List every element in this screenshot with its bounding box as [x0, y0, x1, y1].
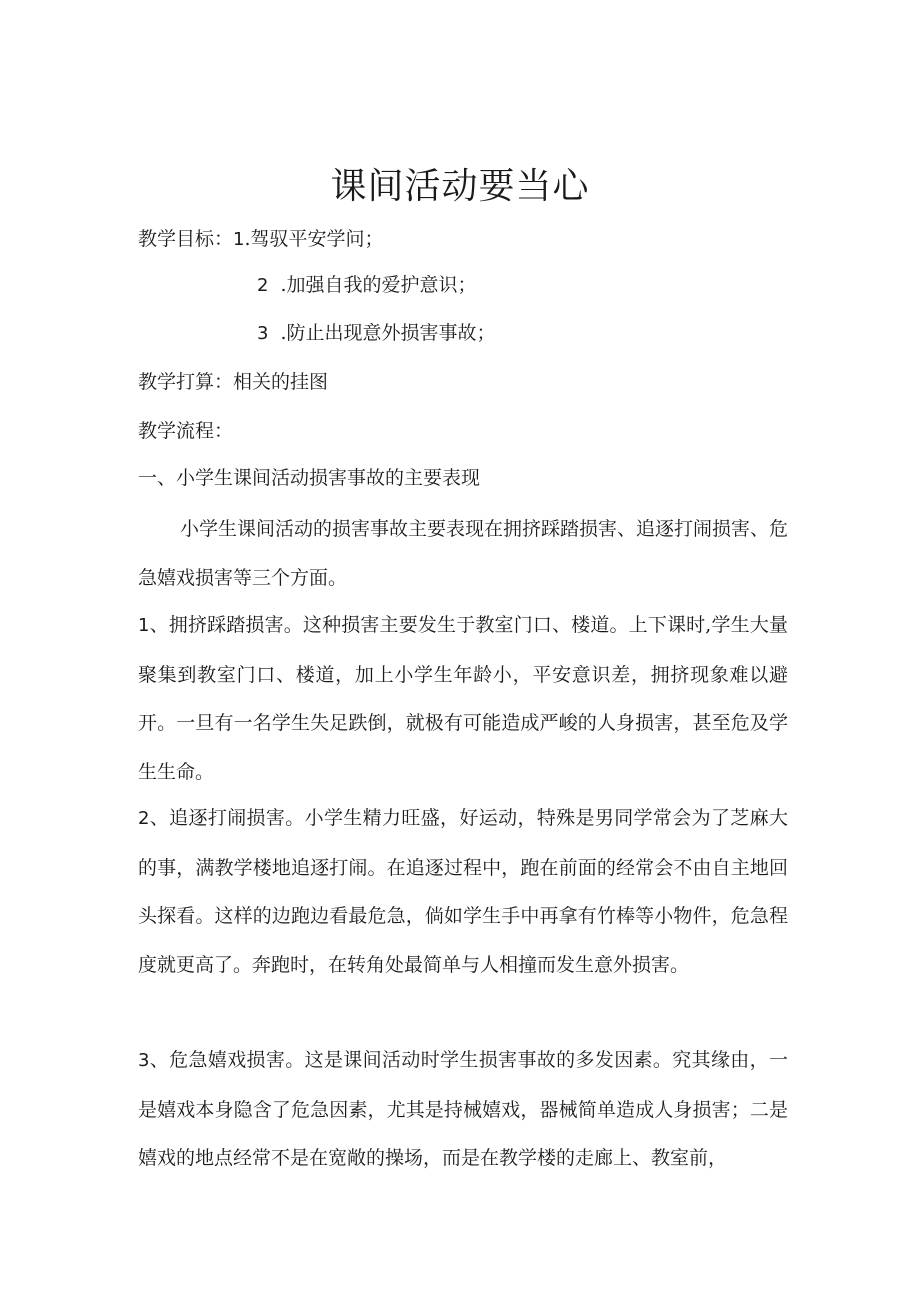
process-label: 教学流程： — [138, 420, 234, 442]
objectives-line-1 — [138, 224, 384, 255]
document-title: 课间活动要当心 — [330, 166, 590, 207]
section-one-heading: 一、小学生课间活动损害事故的主要表现 — [138, 467, 481, 489]
point-1-number: 1 — [138, 615, 150, 636]
point-3-text: 、危急嬉戏损害。这是课间活动时学生损害事故的多发因素。究其缘由，一是嬉戏本身隐含了危急因素，尤其是持械嬉戏，器械简单造成人身损害；二是嬉戏的地点经常不是在宽敞的操场，而是在教学楼的走廊上、教室前， — [138, 1049, 788, 1169]
objective-2 — [257, 270, 477, 301]
objective-3-text: .防止出现意外损害事故； — [280, 322, 496, 344]
objective-3 — [257, 318, 496, 349]
objectives-label: 教学目标： — [138, 228, 234, 250]
objective-3-number: 3 — [257, 323, 269, 344]
point-1-text: 、拥挤踩踏损害。这种损害主要发生于教室门口、楼道。上下课时,学生大量聚集到教室门口、楼道，加上小学生年龄小，平安意识差，拥挤现象难以避开。一旦有一名学生失足跌倒，就极有可能造成严峻的人身损害，甚至危及学生生命。 — [138, 614, 788, 783]
preparation-line: 教学打算：相关的挂图 — [138, 371, 329, 393]
objective-1-text: .驾驭平安学问； — [244, 228, 384, 250]
point-3-paragraph — [138, 1036, 788, 1183]
objective-2-number: 2 — [257, 275, 269, 296]
objective-1-number: 1 — [233, 229, 245, 250]
point-2-paragraph — [138, 794, 788, 989]
point-3-number: 3 — [138, 1050, 150, 1071]
point-2-text: 、追逐打闹损害。小学生精力旺盛，好运动，特殊是男同学常会为了芝麻大的事，满教学楼地追逐打闹。在追逐过程中，跑在前面的经常会不由自主地回头探看。这样的边跑边看最危急，倘如学生手中再拿有竹棒等小物件，危急程度就更高了。奔跑时，在转角处最简单与人相撞而发生意外损害。 — [138, 807, 788, 976]
point-1-paragraph — [138, 601, 788, 796]
point-2-number: 2 — [138, 808, 150, 829]
intro-paragraph: 小学生课间活动的损害事故主要表现在拥挤踩踏损害、追逐打闹损害、危急嬉戏损害等三个方面。 — [138, 518, 789, 589]
objective-2-text: .加强自我的爱护意识； — [280, 274, 477, 296]
